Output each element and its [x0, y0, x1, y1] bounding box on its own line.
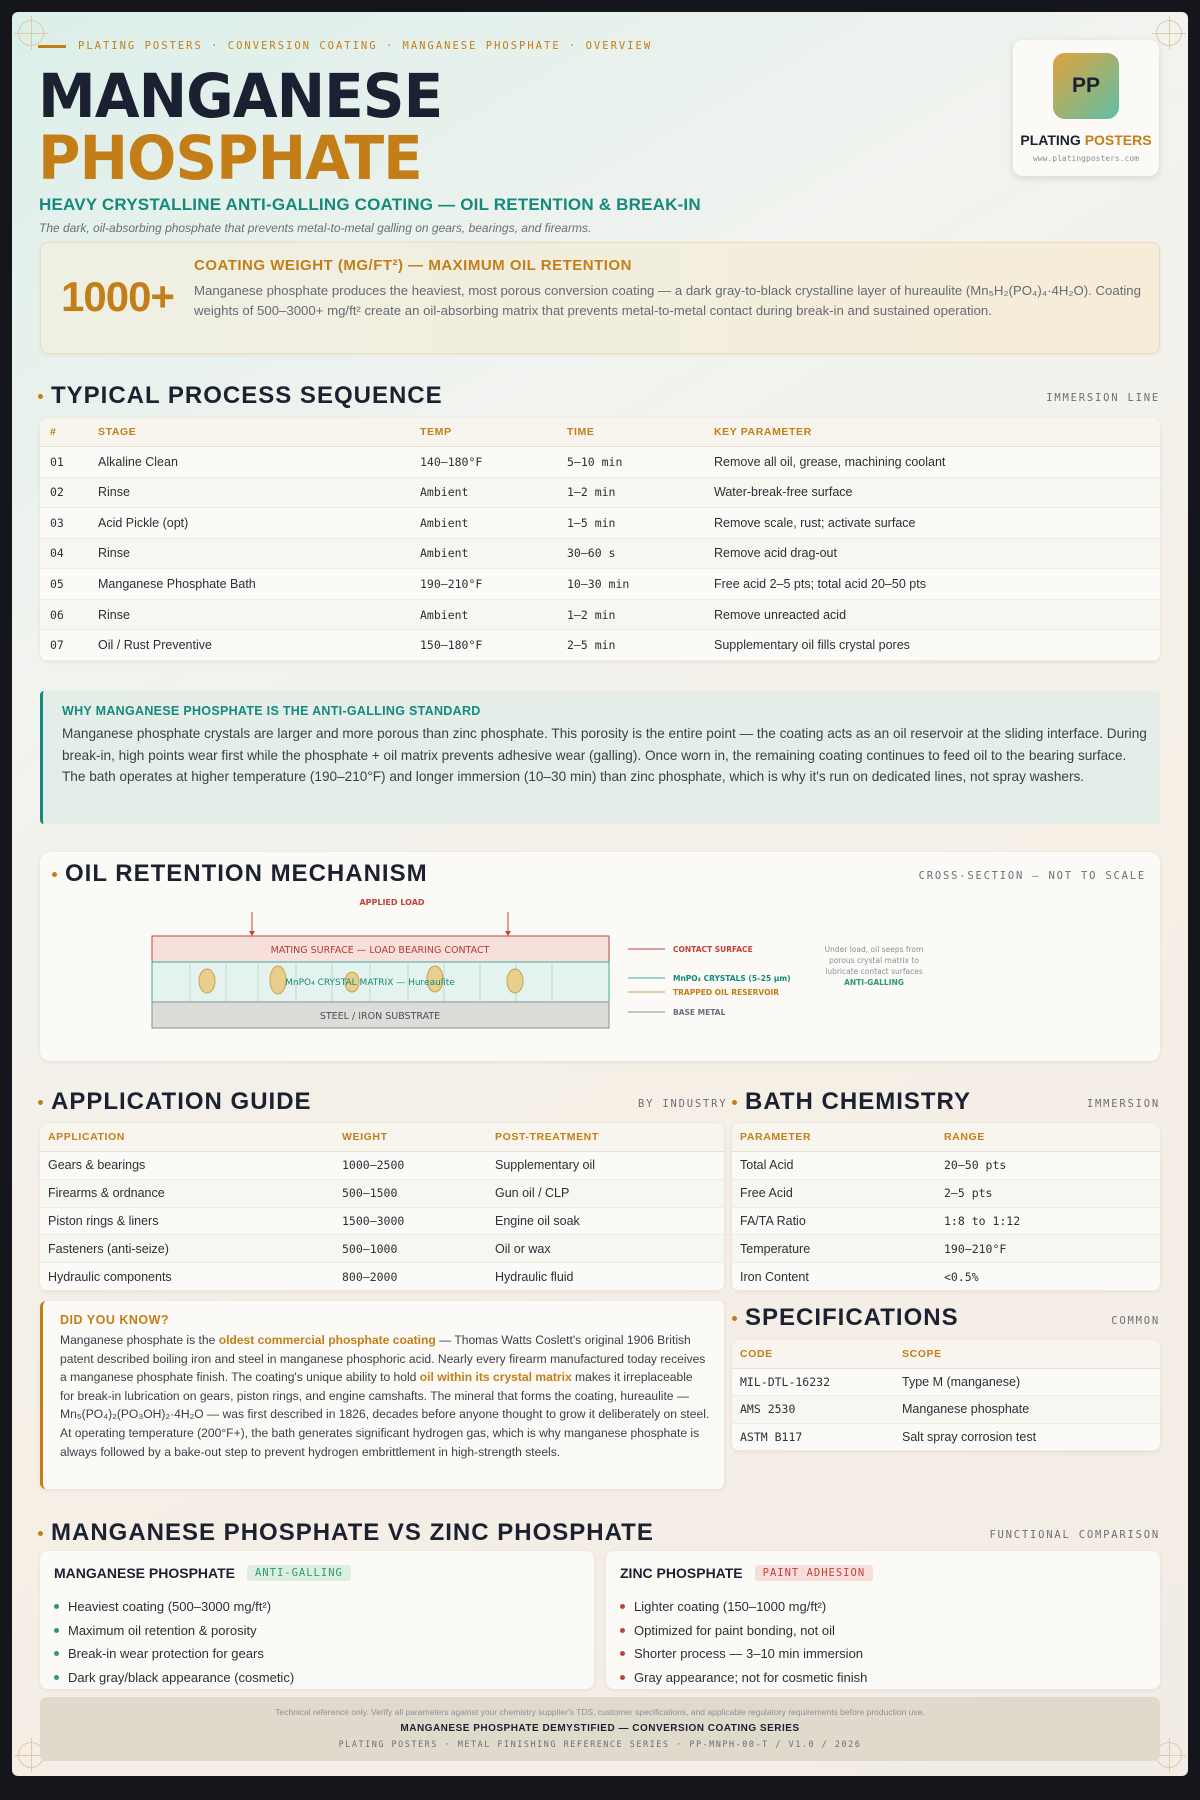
list-item	[54, 1642, 294, 1666]
section-tag-process: IMMERSION LINE	[1046, 392, 1160, 404]
dyk-heading: DID YOU KNOW?	[60, 1313, 170, 1327]
column-header: PARAMETER	[740, 1131, 812, 1143]
list-item	[620, 1619, 867, 1643]
table-row	[732, 1263, 1160, 1291]
legend-oil: TRAPPED OIL RESERVOIR	[673, 988, 780, 997]
table-cell: Total Acid	[740, 1158, 794, 1173]
table-row	[40, 1263, 724, 1291]
table-cell: Hydraulic fluid	[495, 1269, 574, 1284]
section-title-text: TYPICAL PROCESS SEQUENCE	[51, 382, 443, 409]
section-tag-specs: COMMON	[1111, 1315, 1160, 1327]
table-row	[40, 1180, 724, 1208]
dyk-text: — Thomas Watts Coslett's original 1906 British patent described boiling iron and steel in manganese phosphoric acid. Nearly every firearm manufactured today receives a manganese phosphate finish. The coating's unique ability to hold	[60, 1333, 706, 1385]
column-header: POST-TREATMENT	[495, 1131, 599, 1143]
column-header: RANGE	[944, 1131, 985, 1143]
column-header: APPLICATION	[48, 1131, 125, 1143]
table-cell: Oil / Rust Preventive	[98, 638, 212, 653]
column-header: TIME	[567, 426, 595, 438]
why-callout	[40, 691, 1160, 824]
list-item-text: Maximum oil retention & porosity	[68, 1622, 257, 1638]
dyk-text: Manganese phosphate is the	[60, 1333, 219, 1347]
why-heading: WHY MANGANESE PHOSPHATE IS THE ANTI-GALLING STANDARD	[62, 704, 481, 718]
bullet-icon	[38, 394, 43, 399]
manganese-card	[40, 1551, 594, 1689]
oil-reservoir	[270, 966, 286, 994]
table-row	[40, 1208, 724, 1236]
table-cell: Free Acid	[740, 1186, 793, 1201]
table-row	[732, 1235, 1160, 1263]
accent-bar	[38, 45, 66, 48]
table-cell: Rinse	[98, 607, 130, 622]
table-cell: 150–180°F	[420, 638, 483, 653]
table-row	[40, 478, 1160, 509]
table-row	[40, 630, 1160, 661]
table-cell: 1:8 to 1:12	[944, 1213, 1021, 1228]
table-cell: Remove scale, rust; activate surface	[714, 515, 916, 530]
bullet-icon	[620, 1651, 625, 1656]
table-cell: Salt spray corrosion test	[902, 1429, 1037, 1444]
table-header	[40, 1123, 724, 1152]
list-item	[620, 1642, 867, 1666]
footer	[40, 1697, 1160, 1761]
table-cell: 20–50 pts	[944, 1158, 1007, 1173]
corner-mark	[1156, 20, 1182, 46]
oil-reservoir	[199, 969, 215, 993]
table-cell: 800–2000	[342, 1269, 398, 1284]
page-title-line2: PHOSPHATE	[38, 122, 422, 194]
list-item-text: Dark gray/black appearance (cosmetic)	[68, 1669, 295, 1685]
table-cell: 05	[50, 577, 64, 592]
table-row	[40, 508, 1160, 539]
table-cell: 1500–3000	[342, 1213, 405, 1228]
table-row	[40, 569, 1160, 600]
zinc-list	[620, 1595, 867, 1689]
section-title-text: APPLICATION GUIDE	[51, 1088, 312, 1115]
footer-series: MANGANESE PHOSPHATE DEMYSTIFIED — CONVERSION COATING SERIES	[400, 1723, 800, 1734]
table-cell: 06	[50, 607, 64, 622]
load-arrow-head	[505, 931, 511, 936]
cross-section-diagram	[40, 852, 1160, 1061]
section-title-text: SPECIFICATIONS	[745, 1304, 959, 1331]
bullet-icon	[620, 1675, 625, 1680]
table-cell: Temperature	[740, 1241, 811, 1256]
table-cell: 1000–2500	[342, 1158, 405, 1173]
table-row	[40, 539, 1160, 570]
table-cell: 500–1500	[342, 1186, 398, 1201]
table-row	[40, 1152, 724, 1180]
list-item-text: Optimized for paint bonding, not oil	[634, 1622, 835, 1638]
section-title-compare	[38, 1519, 654, 1547]
bath-chemistry-table	[732, 1123, 1160, 1291]
list-item	[620, 1666, 867, 1690]
list-item-text: Heaviest coating (500–3000 mg/ft²)	[68, 1599, 272, 1615]
table-cell: Rinse	[98, 485, 130, 500]
paint-adhesion-badge: PAINT ADHESION	[755, 1565, 874, 1581]
section-title-text: MANGANESE PHOSPHATE VS ZINC PHOSPHATE	[51, 1519, 654, 1546]
table-cell: ASTM B117	[740, 1429, 803, 1444]
table-cell: Alkaline Clean	[98, 454, 178, 469]
table-cell: Gun oil / CLP	[495, 1186, 570, 1201]
oil-reservoir	[507, 969, 523, 993]
breadcrumb-text: PLATING POSTERS · CONVERSION COATING · MANGANESE PHOSPHATE · OVERVIEW	[78, 40, 653, 52]
table-cell: 2–5 pts	[944, 1186, 993, 1201]
table-cell: Type M (manganese)	[902, 1375, 1021, 1390]
section-title-bath	[732, 1088, 971, 1116]
poster	[12, 12, 1188, 1776]
section-title-text: BATH CHEMISTRY	[745, 1088, 971, 1115]
table-cell: 10–30 min	[567, 577, 630, 592]
table-cell: 5–10 min	[567, 454, 623, 469]
bullet-icon	[732, 1100, 737, 1105]
column-header: #	[50, 426, 57, 438]
table-cell: MIL-DTL-16232	[740, 1375, 831, 1390]
list-item-text: Lighter coating (150–1000 mg/ft²)	[634, 1599, 827, 1615]
table-cell: Remove unreacted acid	[714, 607, 847, 622]
hero-heading: COATING WEIGHT (MG/FT²) — MAXIMUM OIL RETENTION	[194, 257, 632, 274]
did-you-know-callout	[40, 1301, 724, 1489]
table-cell: Remove all oil, grease, machining coolant	[714, 454, 946, 469]
table-row	[732, 1180, 1160, 1208]
table-cell: Supplementary oil fills crystal pores	[714, 638, 910, 653]
note-line: Under load, oil seeps from	[824, 945, 924, 954]
hero-body: Manganese phosphate produces the heaviest, most porous conversion coating — a dark gray-to-black crystalline layer of hureaulite (Mn₅H₂(PO₄)₄·4H₂O). Coating weights of 500–3000+ mg/ft² create an oil-absorbing matrix that prevents metal-to-metal contact during break-in and sustained operation.	[194, 283, 1141, 318]
bullet-icon	[732, 1316, 737, 1321]
table-header	[732, 1123, 1160, 1152]
bullet-icon	[620, 1604, 625, 1609]
legend-crystals: MnPO₄ CRYSTALS (5–25 µm)	[673, 974, 791, 983]
table-cell: Iron Content	[740, 1269, 809, 1284]
specifications-table	[732, 1340, 1160, 1451]
brand-logo-card	[1013, 40, 1159, 176]
section-tag-compare: FUNCTIONAL COMPARISON	[989, 1529, 1160, 1541]
table-cell: AMS 2530	[740, 1402, 796, 1417]
column-header: CODE	[740, 1348, 773, 1360]
brand-logo-icon: PP	[1053, 53, 1119, 119]
table-header	[732, 1340, 1160, 1369]
mechanism-panel	[40, 852, 1160, 1061]
table-cell: Engine oil soak	[495, 1213, 580, 1228]
applied-load-label: APPLIED LOAD	[359, 898, 425, 907]
table-row	[732, 1424, 1160, 1451]
page-title-line1: MANGANESE	[38, 60, 443, 132]
table-row	[732, 1369, 1160, 1396]
table-cell: Remove acid drag-out	[714, 546, 837, 561]
bullet-icon	[38, 1531, 43, 1536]
table-cell: Manganese phosphate	[902, 1402, 1030, 1417]
brand-url: www.platingposters.com	[1033, 154, 1139, 163]
table-row	[40, 447, 1160, 478]
table-cell: 2–5 min	[567, 638, 616, 653]
table-cell: Ambient	[420, 607, 469, 622]
table-cell: Free acid 2–5 pts; total acid 20–50 pts	[714, 577, 926, 592]
table-cell: 30–60 s	[567, 546, 616, 561]
section-tag-mechanism: CROSS-SECTION — NOT TO SCALE	[918, 870, 1146, 882]
bullet-icon	[54, 1675, 59, 1680]
legend-base: BASE METAL	[673, 1008, 726, 1017]
manganese-card-heading	[54, 1565, 351, 1581]
table-cell: Hydraulic components	[48, 1269, 172, 1284]
bullet-icon	[620, 1628, 625, 1633]
table-row	[732, 1152, 1160, 1180]
hero-callout	[40, 242, 1160, 354]
note-line: lubricate contact surfaces	[825, 967, 923, 976]
table-cell: Supplementary oil	[495, 1158, 596, 1173]
section-title-text: OIL RETENTION MECHANISM	[65, 860, 428, 887]
zinc-card-heading	[620, 1565, 873, 1581]
footer-meta: PLATING POSTERS · METAL FINISHING REFERENCE SERIES · PP-MNPH-00-T / V1.0 / 2026	[338, 1740, 862, 1750]
table-cell: Ambient	[420, 485, 469, 500]
card-heading-text: MANGANESE PHOSPHATE	[54, 1565, 235, 1581]
table-cell: 04	[50, 546, 64, 561]
section-tag-application: BY INDUSTRY	[638, 1098, 728, 1110]
table-cell: Water-break-free surface	[714, 485, 853, 500]
list-item	[54, 1595, 294, 1619]
breadcrumb	[38, 40, 652, 52]
brand-name-a: PLATING	[1020, 132, 1081, 148]
column-header: SCOPE	[902, 1348, 942, 1360]
table-cell: 140–180°F	[420, 454, 483, 469]
table-cell: 500–1000	[342, 1241, 398, 1256]
page-tagline: The dark, oil-absorbing phosphate that prevents metal-to-metal galling on gears, bearings, and firearms.	[39, 221, 592, 235]
table-cell: Manganese Phosphate Bath	[98, 577, 256, 592]
column-header: WEIGHT	[342, 1131, 388, 1143]
why-body: Manganese phosphate crystals are larger and more porous than zinc phosphate. This porosity is the entire point — the coating acts as an oil reservoir at the sliding interface. During break-in, high points wear first while the phosphate + oil matrix prevents adhesive wear (galling). Once worn in, the remaining coating continues to feed oil to the bearing surface. The bath operates at higher temperature (190–210°F) and longer immersion (10–30 min) than zinc phosphate, which is why it's run on dedicated lines, not spray washers.	[62, 726, 1147, 784]
table-cell: Acid Pickle (opt)	[98, 515, 189, 530]
table-cell: Piston rings & liners	[48, 1213, 159, 1228]
table-cell: <0.5%	[944, 1269, 979, 1284]
application-table	[40, 1123, 724, 1291]
table-cell: 1–2 min	[567, 485, 616, 500]
legend-contact: CONTACT SURFACE	[673, 945, 753, 954]
table-cell: Gears & bearings	[48, 1158, 146, 1173]
section-title-specs	[732, 1304, 959, 1332]
table-cell: FA/TA Ratio	[740, 1213, 806, 1228]
anti-galling-badge: ANTI-GALLING	[247, 1565, 351, 1581]
table-cell: 1–5 min	[567, 515, 616, 530]
table-header	[40, 418, 1160, 447]
column-header: TEMP	[420, 426, 452, 438]
substrate-label: STEEL / IRON SUBSTRATE	[319, 1011, 441, 1022]
table-cell: Ambient	[420, 515, 469, 530]
note-line: porous crystal matrix to	[829, 956, 919, 965]
list-item	[54, 1619, 294, 1643]
table-cell: Ambient	[420, 546, 469, 561]
bullet-icon	[54, 1628, 59, 1633]
page-subtitle: HEAVY CRYSTALLINE ANTI-GALLING COATING — OIL RETENTION & BREAK-IN	[39, 195, 701, 214]
table-cell: Oil or wax	[495, 1241, 551, 1256]
column-header: STAGE	[98, 426, 137, 438]
table-row	[40, 1235, 724, 1263]
table-row	[732, 1208, 1160, 1236]
table-cell: 1–2 min	[567, 607, 616, 622]
bullet-icon	[38, 1100, 43, 1105]
section-tag-bath: IMMERSION	[1086, 1098, 1160, 1110]
dyk-highlight: oldest commercial phosphate coating	[218, 1333, 436, 1347]
crystal-layer-label: MnPO₄ CRYSTAL MATRIX — Hureaulite	[285, 978, 455, 988]
section-title-application	[38, 1088, 312, 1116]
zinc-card	[606, 1551, 1160, 1689]
table-cell: 01	[50, 454, 64, 469]
table-row	[732, 1396, 1160, 1423]
table-row	[40, 600, 1160, 631]
table-cell: 190–210°F	[944, 1241, 1007, 1256]
table-cell: 03	[50, 515, 64, 530]
bullet-icon	[54, 1651, 59, 1656]
brand-name-b: POSTERS	[1084, 132, 1152, 148]
table-cell: 190–210°F	[420, 577, 483, 592]
list-item	[54, 1666, 294, 1690]
load-arrow-head	[249, 931, 255, 936]
manganese-list	[54, 1595, 294, 1689]
table-cell: Fasteners (anti-seize)	[48, 1241, 169, 1256]
list-item-text: Shorter process — 3–10 min immersion	[634, 1646, 864, 1662]
card-heading-text: ZINC PHOSPHATE	[620, 1565, 743, 1581]
section-title-process	[38, 382, 443, 410]
footer-disclaimer: Technical reference only. Verify all parameters against your chemistry supplier's TDS, customer specifications, and applicable regulatory requirements before production use.	[275, 1707, 925, 1717]
dyk-body	[60, 1331, 710, 1461]
hero-value: 1000+	[61, 273, 174, 320]
table-cell: Firearms & ordnance	[48, 1186, 165, 1201]
contact-layer-label: MATING SURFACE — LOAD BEARING CONTACT	[270, 945, 490, 956]
dyk-text: makes it irreplaceable for break-in lubrication on gears, piston rings, and engine camshafts. The mineral that forms the coating, hureaulite — Mn₅(PO₄)₂(PO₃OH)₂·4H₂O — was first described in 1826, decades before anyone thought to grow it deliberately on steel. At operating temperature (200°F+), the bath generates significant hydrogen gas, which is why manganese phosphate is always followed by a bake-out step to prevent hydrogen embrittlement in high-strength steels.	[60, 1370, 710, 1459]
list-item-text: Gray appearance; not for cosmetic finish	[634, 1669, 868, 1685]
list-item	[620, 1595, 867, 1619]
table-cell: 07	[50, 638, 64, 653]
list-item-text: Break-in wear protection for gears	[68, 1646, 264, 1662]
dyk-highlight: oil within its crystal matrix	[419, 1370, 572, 1385]
process-table	[40, 418, 1160, 661]
table-cell: Rinse	[98, 546, 130, 561]
note-emphasis: ANTI-GALLING	[844, 978, 904, 987]
brand-name	[1013, 132, 1159, 148]
column-header: KEY PARAMETER	[714, 426, 812, 438]
table-cell: 02	[50, 485, 64, 500]
bullet-icon	[54, 1604, 59, 1609]
